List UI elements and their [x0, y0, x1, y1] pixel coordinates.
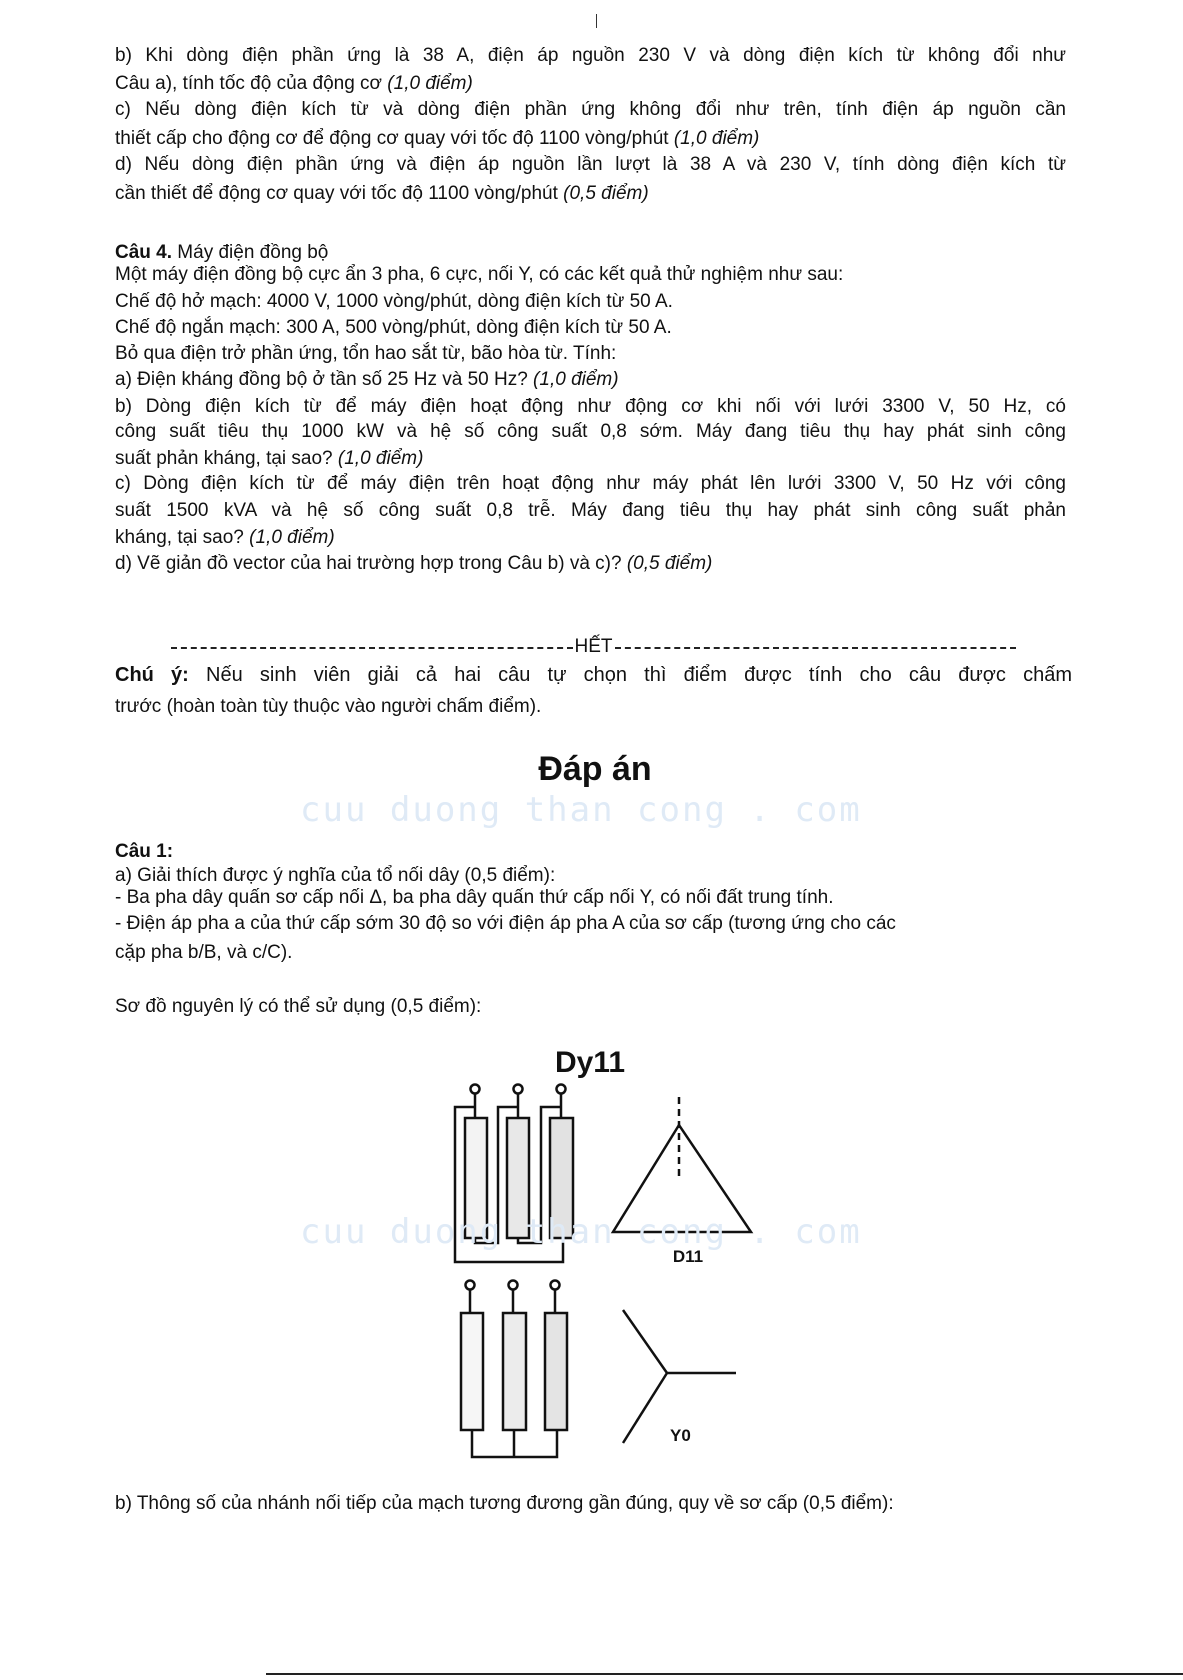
line-text: c) Nếu dòng điện kích từ và dòng điện phần ứng không đổi như trên, tính điện áp nguồn cần — [115, 99, 1066, 120]
line-text: công suất tiêu thụ 1000 kW và hệ số công suất 0,8 sớm. Máy đang tiêu thụ hay phát sinh công — [115, 421, 1066, 442]
line-text: d) Vẽ giản đồ vector của hai trường hợp trong Câu b) và c)? — [115, 553, 627, 574]
score-note: (1,0 điểm) — [337, 448, 424, 469]
line-text: Máy điện đồng bộ — [172, 242, 329, 263]
line-text: kháng, tại sao? — [115, 527, 250, 548]
score-note: (1,0 điểm) — [387, 73, 473, 94]
line-text: - Điện áp pha a của thứ cấp sớm 30 độ so với điện áp pha A của sơ cấp (tương ứng cho các — [115, 913, 896, 934]
score-note: (0,5 điểm) — [626, 553, 713, 574]
score-note: (1,0 điểm) — [249, 527, 335, 548]
score-note: (1,0 điểm) — [533, 369, 619, 390]
line-text: Bỏ qua điện trở phần ứng, tổn hao sắt từ, bão hòa từ. Tính: — [115, 343, 617, 364]
line-text: b) Thông số của nhánh nối tiếp của mạch tương đương gần đúng, quy về sơ cấp (0,5 điểm): — [115, 1493, 894, 1514]
line-text: trước (hoàn toàn tùy thuộc vào người chấm điểm). — [115, 696, 542, 717]
wye-label: Y0 — [670, 1426, 691, 1445]
line-text: Một máy điện đồng bộ cực ẩn 3 pha, 6 cực, nối Y, có các kết quả thử nghiệm như sau: — [115, 264, 844, 285]
watermark: cuu duong than cong . com — [300, 790, 862, 830]
line-text: Nếu sinh viên giải cả hai câu tự chọn thì điểm được tính cho câu được chấm — [188, 664, 1073, 686]
line-text: Câu a), tính tốc độ của động cơ — [115, 73, 388, 94]
line-text: Chế độ ngắn mạch: 300 A, 500 vòng/phút, dòng điện kích từ 50 A. — [115, 317, 672, 338]
watermark: cuu duong than cong . com — [300, 1212, 862, 1252]
line-text: d) Nếu dòng điện phần ứng và điện áp nguồn lần lượt là 38 A và 230 V, tính dòng điện kích từ — [115, 154, 1066, 175]
bold-lead: Chú ý: — [115, 664, 189, 686]
line-text: suất 1500 kVA và hệ số công suất 0,8 trễ. Máy đang tiêu thụ hay phát sinh công suất phản — [115, 500, 1066, 521]
line-text: - Ba pha dây quấn sơ cấp nối Δ, ba pha dây quấn thứ cấp nối Y, có nối đất trung tính. — [115, 887, 834, 908]
line-text: cần thiết để động cơ quay với tốc độ 1100 vòng/phút — [115, 183, 564, 204]
line-text: b) Dòng điện kích từ để máy điện hoạt động như động cơ khi nối với lưới 3300 V, 50 Hz, có — [115, 396, 1066, 417]
delta-label: D11 — [672, 1247, 704, 1266]
line-text: Chế độ hở mạch: 4000 V, 1000 vòng/phút, dòng điện kích từ 50 A. — [115, 291, 673, 312]
diagram-title: Dy11 — [554, 1046, 626, 1079]
line-text: Sơ đồ nguyên lý có thể sử dụng (0,5 điểm): — [115, 996, 482, 1017]
line-text: suất phản kháng, tại sao? — [115, 448, 338, 469]
line-text: cặp pha b/B, và c/C). — [115, 942, 293, 963]
answer-title: Đáp án — [538, 750, 652, 788]
end-marker-text: HẾT — [574, 636, 613, 657]
bold-lead: Câu 1: — [115, 841, 174, 862]
secondary-windings — [461, 1281, 567, 1458]
bold-lead: Câu 4. — [115, 242, 173, 263]
line-text: a) Giải thích được ý nghĩa của tổ nối dây (0,5 điểm): — [115, 865, 556, 886]
wye-symbol — [623, 1310, 736, 1443]
line-text: thiết cấp cho động cơ để động cơ quay với tốc độ 1100 vòng/phút — [115, 128, 674, 149]
line-text: b) Khi dòng điện phần ứng là 38 A, điện áp nguồn 230 V và dòng điện kích từ không đổi như — [115, 45, 1066, 66]
score-note: (1,0 điểm) — [673, 128, 760, 149]
score-note: (0,5 điểm) — [563, 183, 649, 204]
line-text: a) Điện kháng đồng bộ ở tần số 25 Hz và 50 Hz? — [115, 369, 534, 390]
line-text: c) Dòng điện kích từ để máy điện trên hoạt động như máy phát lên lưới 3300 V, 50 Hz với công — [115, 473, 1066, 494]
